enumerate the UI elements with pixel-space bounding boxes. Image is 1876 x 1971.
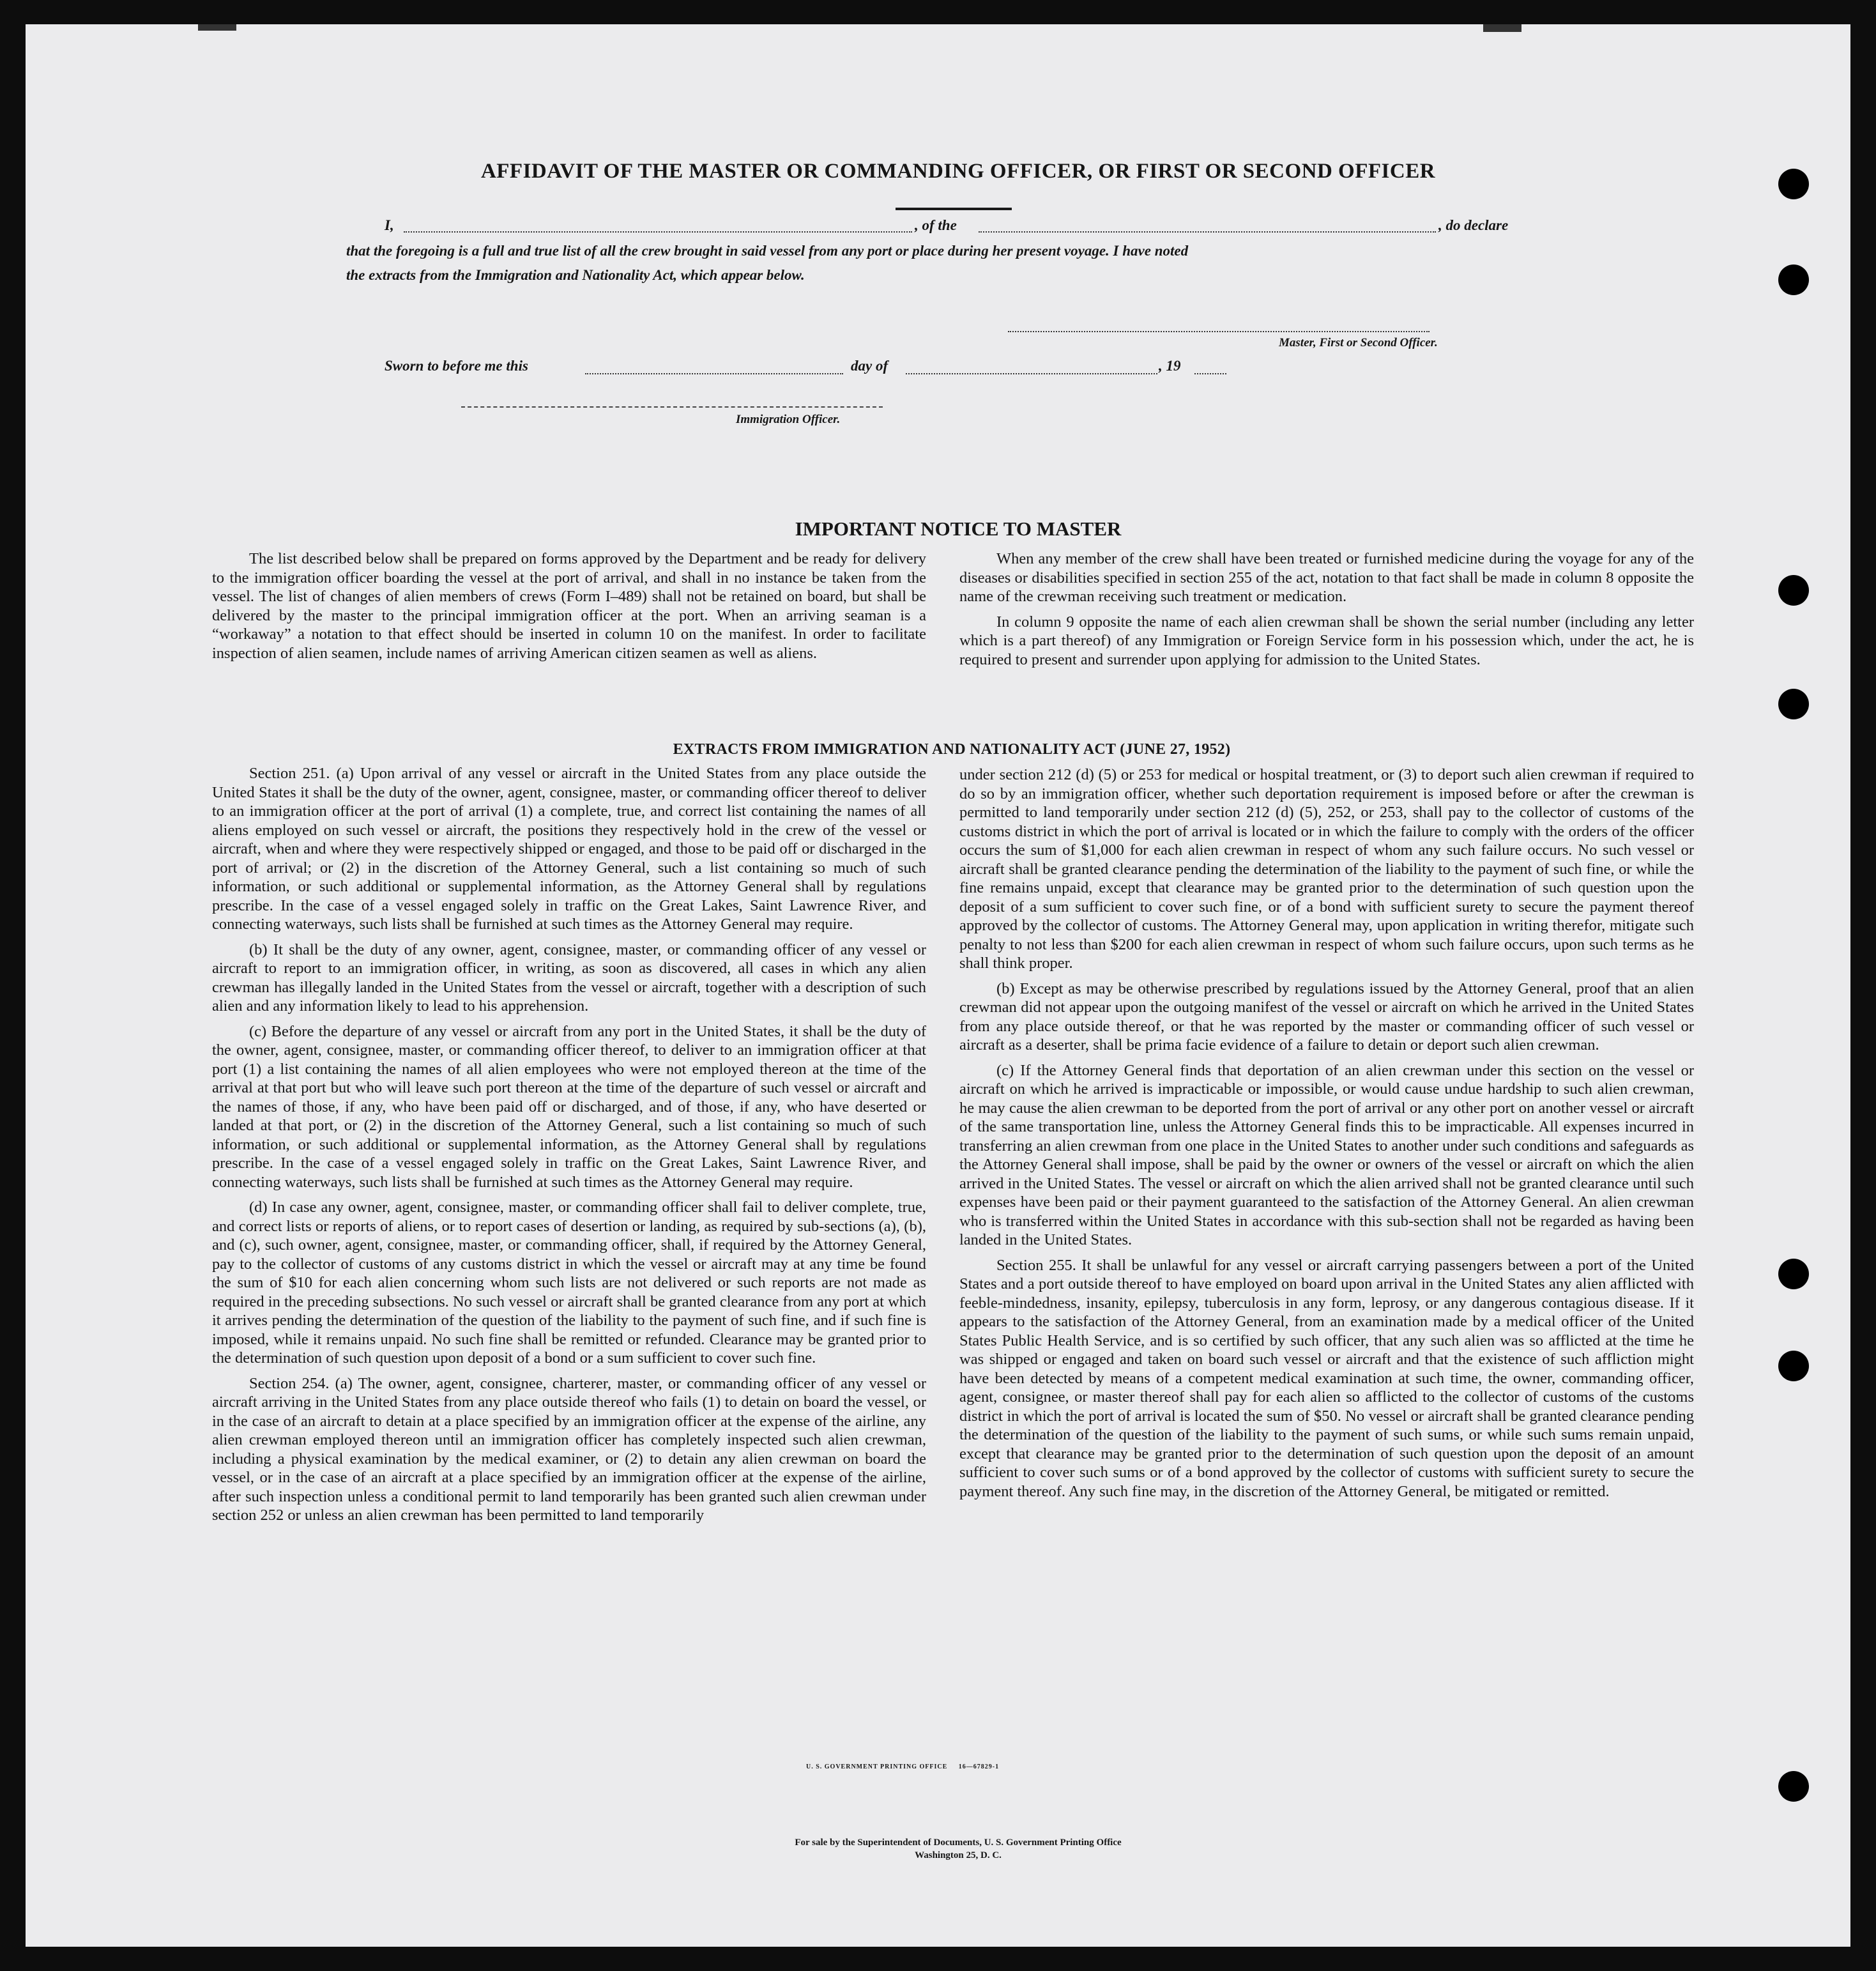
declaration-line-2: the extracts from the Immigration and Nationality Act, which appear below.: [346, 267, 805, 283]
punch-hole: [1778, 265, 1809, 295]
section-254-a-continued: under section 212 (d) (5) or 253 for medical or hospital treatment, or (3) to deport such alien crewman if required to do so by an immigration officer, whether such deportation requirement is imposed before or after the crewman is permitted to land temporarily under section 212 (d) (5), 252, or 253, shall pay to the collector of customs of the customs district in which the port of arrival is located or in which the failure to comply with the orders of the officer occurs the sum of $1,000 for each alien crewman in respect of whom any such failure occurs. No such vessel or aircraft shall be granted clearance pending the determination of the liability to the payment of such fine, or while the fine remains unpaid, except that clearance may be granted prior to the determination of such question upon the deposit of a sum sufficient to cover such fine, or of a bond with sufficient surety to secure the payment thereof approved by the collector of customs. The Attorney General may, upon application in writing therefor, mitigate such penalty to not less than $200 for each alien crewman in respect of whom such failure occurs, upon such terms as he shall think proper.: [959, 766, 1694, 972]
section-251-b: (b) It shall be the duty of any owner, agent, consignee, master, or commanding officer of any vessel or aircraft to report to an immigration officer, in writing, as soon as discovered, all cases in which any alien crewman has illegally landed in the United States from the vessel or aircraft, together with a description of such alien and any information likely to lead to his apprehension.: [212, 940, 926, 1015]
do-declare-label: , do declare: [1438, 217, 1509, 233]
title-underline: [896, 208, 1012, 210]
sworn-month-field[interactable]: [906, 373, 1157, 374]
sworn-label: Sworn to before me this: [385, 358, 528, 374]
sale-line-2: Washington 25, D. C.: [915, 1850, 1002, 1860]
master-signature-field[interactable]: [1008, 331, 1430, 332]
punch-hole: [1778, 689, 1809, 719]
notice-title: IMPORTANT NOTICE TO MASTER: [795, 518, 1122, 540]
punch-hole: [1778, 169, 1809, 199]
sworn-day-field[interactable]: [585, 373, 843, 374]
officer-signature-field[interactable]: [461, 406, 883, 408]
vessel-field[interactable]: [979, 231, 1436, 233]
year-label: , 19: [1159, 358, 1181, 374]
notice-right-column: [959, 549, 1694, 675]
i-label: I,: [385, 217, 394, 233]
scan-speck: [198, 24, 236, 31]
of-the-label: , of the: [915, 217, 957, 233]
extracts-right-column: [959, 759, 1694, 1507]
notice-left-column: [212, 549, 926, 669]
section-254-b: (b) Except as may be otherwise prescribed by regulations issued by the Attorney General, proof that an alien crewman did not appear upon the outgoing manifest of the vessel or aircraft on which he arrived in the United States from any place outside thereof, or that he was reported by the master or commanding officer of such vessel or aircraft as a deserter, shall be prima facie evidence of a failure to detain or deport such alien crewman.: [959, 979, 1694, 1054]
section-251-a: Section 251. (a) Upon arrival of any vessel or aircraft in the United States from any place outside the United States it shall be the duty of the owner, agent, consignee, master, or commanding officer thereof to deliver to an immigration officer at the port of arrival (1) a complete, true, and correct list containing the names of all aliens employed on such vessel or aircraft, the positions they respectively hold in the crew of the vessel or aircraft, when and where they were respectively shipped or engaged, and those to be paid off or discharged in the port of arrival; or (2) in the discretion of the Attorney General, such a list containing so much of such information, or such additional or supplemental information, as the Attorney General shall by regulations prescribe. In the case of a vessel engaged solely in traffic on the Great Lakes, Saint Lawrence River, and connecting waterways, such lists shall be furnished at such times as the Attorney General may require.: [212, 765, 926, 933]
declaration-line-1: that the foregoing is a full and true list of all the crew brought in said vessel from any port or place during her present voyage. I have noted: [346, 243, 1189, 259]
section-254-a: Section 254. (a) The owner, agent, consignee, charterer, master, or commanding officer of any vessel or aircraft arriving in the United States from any place outside thereof who fails (1) to detain on board the vessel, or in the case of an aircraft to detain at a place specified by an immigration officer at the expense of the airline, any alien crewman employed thereon until an immigration officer has completely inspected such alien crewman, including a physical examination by the medical examiner, or (2) to detain any alien crewman on board the vessel, or in the case of an aircraft at a place specified by an immigration officer at the expense of the airline, after such inspection unless a conditional permit to land temporarily has been granted such alien crewman under section 252 or unless an alien crewman has been permitted to land temporarily: [212, 1374, 926, 1524]
punch-hole: [1778, 1771, 1809, 1802]
notice-left-paragraph: The list described below shall be prepared on forms approved by the Department and be ready for delivery to the immigration officer boarding the vessel at the port of arrival, and shall in no instance be taken from the vessel. The list of changes of alien members of crews (Form I–489) shall not be retained on board, but shall be delivered by the master to the principal immigration officer at the port. When an arriving seaman is a “workaway” a notation to that effect should be inserted in column 10 on the manifest. In order to facilitate inspection of alien seamen, include names of arriving American citizen seamen as well as aliens.: [212, 550, 926, 662]
notice-right-paragraph-1: When any member of the crew shall have been treated or furnished medicine during the voyage for any of the diseases or disabilities specified in section 255 of the act, notation to that fact shall be made in column 8 opposite the name of the crewman receiving such treatment or medication.: [959, 550, 1694, 605]
printing-office-code: U. S. GOVERNMENT PRINTING OFFICE 16—67829-1: [806, 1763, 1000, 1770]
sale-line-1: For sale by the Superintendent of Documents, U. S. Government Printing Office: [795, 1837, 1122, 1848]
section-255: Section 255. It shall be unlawful for any vessel or aircraft carrying passengers between a port of the United States and a port outside thereof to have employed on board upon arrival in the United States any alien afflicted with feeble-mindedness, insanity, epilepsy, tuberculosis in any form, leprosy, or any dangerous contagious disease. If it appears to the satisfaction of the Attorney General, from an examination made by a medical officer of the United States Public Health Service, and is so certified by such officer, that any such alien was so afflicted at the time he was shipped or engaged and taken on board such vessel or aircraft and that the existence of such affliction might have been detected by means of a competent medical examination at such time, the owner, commanding officer, agent, consignee, or master thereof shall pay for each alien so afflicted to the collector of customs of the customs district in which the port of arrival is located the sum of $50. No vessel or aircraft shall be granted clearance pending the determination of the question of the liability to the payment of such sums, or while such sums remain unpaid, except that clearance may be granted prior to the determination of such question upon the deposit of an amount sufficient to cover such sums or of a bond approved by the collector of customs with sufficient surety to secure the payment thereof. Any such fine may, in the discretion of the Attorney General, be mitigated or remitted.: [959, 1256, 1694, 1500]
scan-speck: [1483, 24, 1521, 32]
punch-hole: [1778, 1351, 1809, 1381]
document-page: [26, 24, 1850, 1947]
notice-right-paragraph-2: In column 9 opposite the name of each alien crewman shall be shown the serial number (including any letter which is a part thereof) of any Immigration or Foreign Service form in his possession which, under the act, he is required to present and surrender upon applying for admission to the United States.: [959, 613, 1694, 668]
sworn-year-field[interactable]: [1194, 373, 1226, 374]
section-254-c: (c) If the Attorney General finds that deportation of an alien crewman under this section on the vessel or aircraft on which he arrived is impracticable or impossible, or would cause undue hardship to such alien crewman, he may cause the alien crewman to be deported from the port of arrival or any other port on another vessel or aircraft of the same transportation line, unless the Attorney General finds this to be impracticable. All expenses incurred in transferring an alien crewman from one place in the United States to another under such conditions and safeguards as the Attorney General shall impose, shall be paid by the owner or owners of the vessel or aircraft on which the alien arrived in the United States. The vessel or aircraft on which the alien arrived shall not be granted clearance until such expenses have been paid or their payment guaranteed to the satisfaction of the Attorney General. An alien crewman who is transferred within the United States in accordance with this sub-section shall not be regarded as having been landed in the United States.: [959, 1061, 1694, 1248]
extracts-left-column: [212, 751, 926, 1531]
master-caption: Master, First or Second Officer.: [1279, 336, 1438, 349]
name-field[interactable]: [404, 231, 912, 233]
extracts-title: EXTRACTS FROM IMMIGRATION AND NATIONALITY ACT (JUNE 27, 1952): [673, 741, 1231, 758]
punch-hole: [1778, 575, 1809, 606]
section-251-d: (d) In case any owner, agent, consignee, master, or commanding officer shall fail to deliver complete, true, and correct lists or reports of aliens, or to report cases of desertion or landing, as required by sub-sections (a), (b), and (c), such owner, agent, consignee, master, or commanding officer, shall, if required by the Attorney General, pay to the collector of customs of any customs district in which the vessel or aircraft may at any time be found the sum of $10 for each alien concerning whom such lists are not delivered or such reports are not made as required in the preceding subsections. No such vessel or aircraft shall be granted clearance from any port at which it arrives pending the determination of the question of the liability to the payment of such fine, and if such fine is imposed, while it remains unpaid. No such fine shall be remitted or refunded. Clearance may be granted prior to the determination of such question upon deposit of a bond or a sum sufficient to cover such fine.: [212, 1199, 926, 1367]
day-of-label: day of: [851, 358, 888, 374]
officer-caption: Immigration Officer.: [736, 413, 841, 426]
page-title: AFFIDAVIT OF THE MASTER OR COMMANDING OFFICER, OR FIRST OR SECOND OFFICER: [480, 160, 1436, 183]
section-251-c: (c) Before the departure of any vessel or aircraft from any port in the United States, it shall be the duty of the owner, agent, consignee, master, or commanding officer thereof, to deliver to an immigration officer at that port (1) a list containing the names of all alien employees who were not employed thereon at the time of the arrival at that port but who will leave such port thereon at the time of the departure of such vessel or aircraft and the names of those, if any, who have been paid off or discharged, and of those, if any, who have deserted or landed at that port, or (2) in the discretion of the Attorney General, such a list containing so much of such information, or such additional or supplemental information, as the Attorney General shall by regulations prescribe. In the case of a vessel engaged solely in traffic on the Great Lakes, Saint Lawrence River, and connecting waterways, such lists shall be furnished at such times as the Attorney General may require.: [212, 1022, 926, 1191]
punch-hole: [1778, 1259, 1809, 1289]
